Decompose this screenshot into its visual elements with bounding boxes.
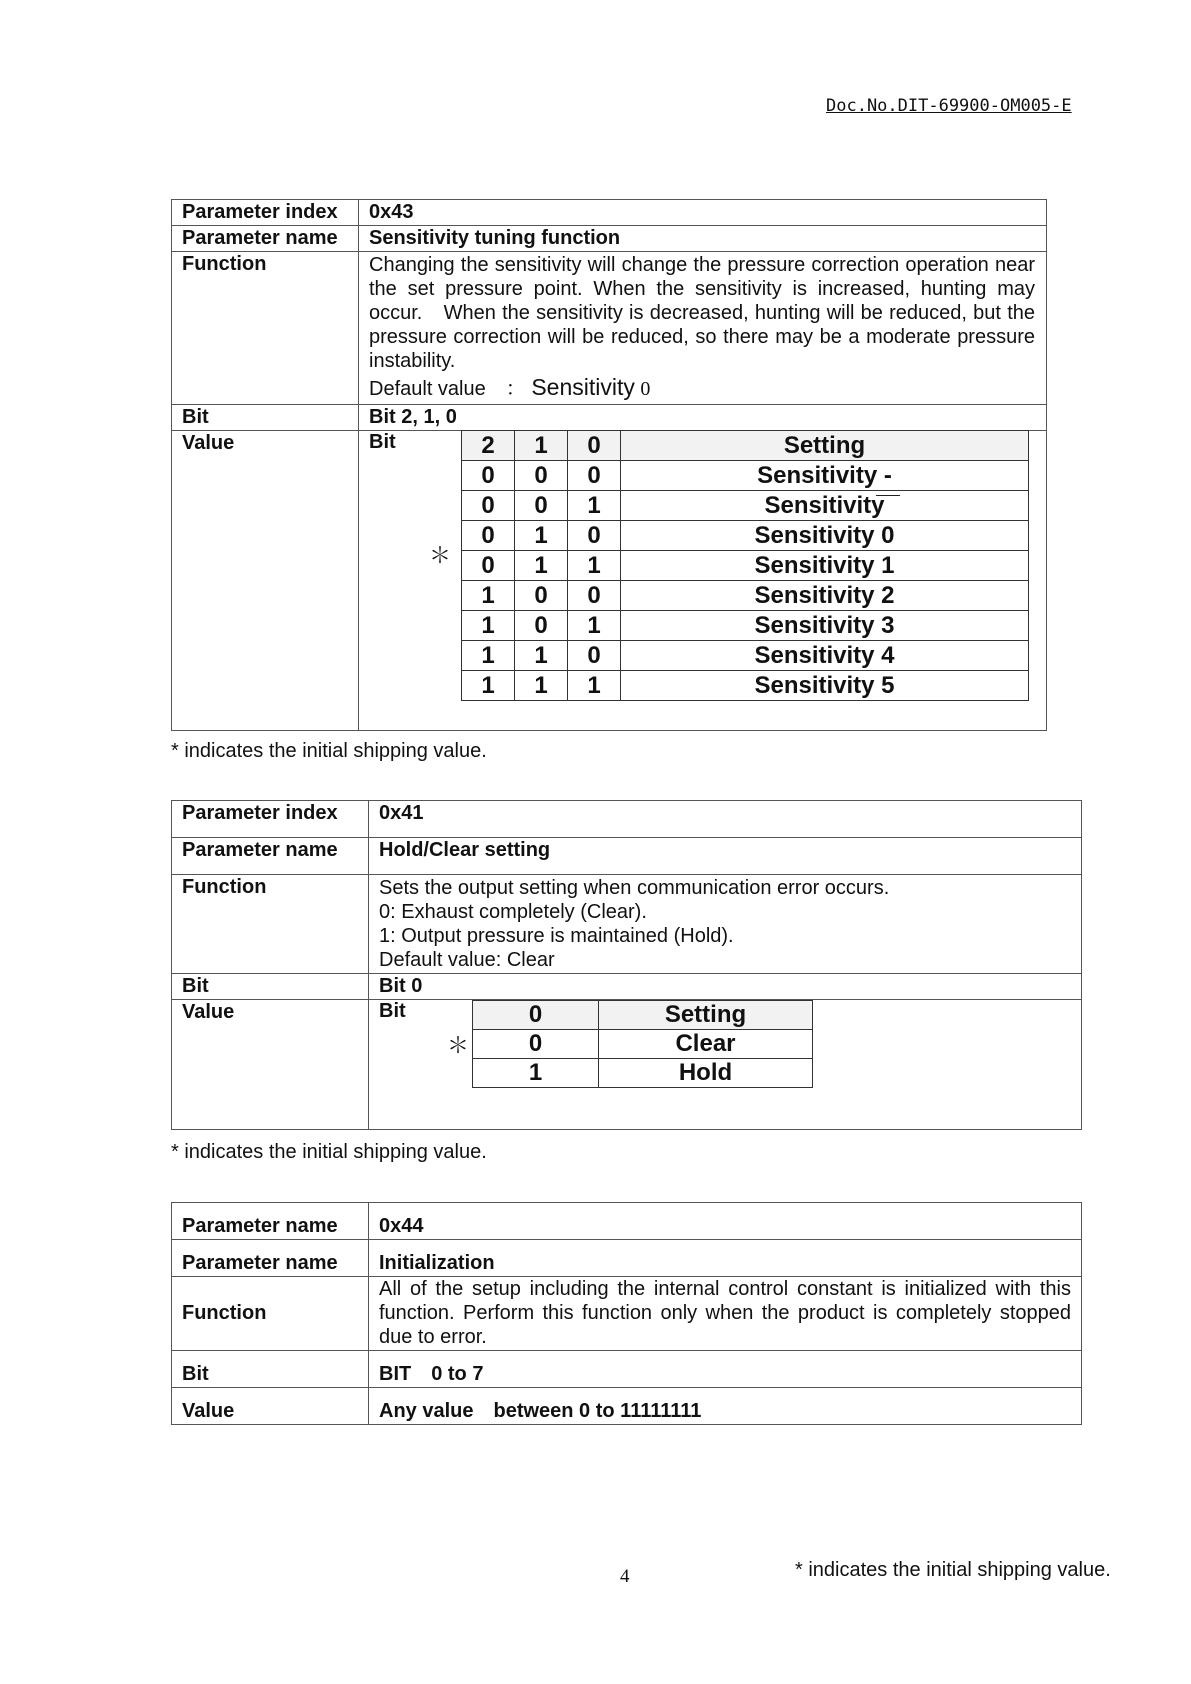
setting-row (473, 1030, 813, 1059)
footer-note: * indicates the initial shipping value. (795, 1559, 1111, 1581)
bit-cell: 1 (568, 611, 621, 641)
initial-value-marker: ＊ (447, 1033, 470, 1058)
parameter-index-label: Parameter index (172, 200, 359, 226)
setting-cell: Sensitivity 2 (621, 581, 1029, 611)
parameter-index-value: 0x41 (369, 801, 1082, 838)
bit-cell: 1 (568, 491, 621, 521)
setting-cell: Setting (599, 1001, 813, 1030)
minus-overbar (876, 495, 900, 496)
sensitivity-setting-table (461, 430, 1029, 701)
sensitivity-row (462, 521, 1029, 551)
bit-cell: 1 (462, 581, 515, 611)
parameter-index-label: Parameter name (172, 1203, 369, 1240)
function-line: 0: Exhaust completely (Clear). (379, 901, 647, 923)
setting-row (473, 1059, 813, 1088)
default-value-number: 0 (640, 378, 651, 400)
bit-cell: 0 (462, 461, 515, 491)
parameter-name-label: Parameter name (172, 838, 369, 875)
bit-cell: 1 (515, 551, 568, 581)
initial-value-marker: ＊ (429, 543, 452, 568)
parameter-table-0x41 (171, 800, 1082, 1130)
setting-cell: Sensitivity (621, 491, 1029, 521)
bit-cell: 1 (515, 641, 568, 671)
parameter-name-value: Sensitivity tuning function (359, 226, 1047, 252)
bit-cell: 1 (568, 551, 621, 581)
bit-cell: 0 (462, 551, 515, 581)
setting-cell: Sensitivity 1 (621, 551, 1029, 581)
parameter-index-label: Parameter index (172, 801, 369, 838)
parameter-index-value: 0x43 (359, 200, 1047, 226)
header-row (473, 1001, 813, 1030)
value-bit-label: Bit (379, 1000, 406, 1022)
bit-cell: 0 (462, 491, 515, 521)
parameter-table-0x43 (171, 199, 1047, 731)
parameter-index-value: 0x44 (369, 1203, 1082, 1240)
bit-label: Bit (172, 974, 369, 1000)
default-value: Sensitivity (531, 374, 635, 400)
value-label: Value (172, 1388, 369, 1425)
bit-cell: 1 (473, 1059, 599, 1088)
header-row (462, 431, 1029, 461)
bit-cell: 0 (515, 461, 568, 491)
bit-value: Bit 2, 1, 0 (359, 405, 1047, 431)
setting-cell: Sensitivity - (621, 461, 1029, 491)
sensitivity-row (462, 551, 1029, 581)
bit-cell: 0 (568, 641, 621, 671)
bit-cell: 0 (568, 461, 621, 491)
function-line: Sets the output setting when communication error occurs. (379, 877, 890, 899)
bit-cell: 1 (462, 671, 515, 701)
bit-value: BIT 0 to 7 (369, 1351, 1082, 1388)
sensitivity-row (462, 671, 1029, 701)
parameter-name-value: Initialization (369, 1240, 1082, 1277)
value-value: Any value between 0 to 11111111 (369, 1388, 1082, 1425)
parameter-name-label: Parameter name (172, 1240, 369, 1277)
value-label: Value (172, 1000, 369, 1130)
bit-cell: 1 (515, 671, 568, 701)
parameter-table-0x44 (171, 1202, 1082, 1425)
bit-cell: 0 (473, 1001, 599, 1030)
bit-cell: 0 (515, 491, 568, 521)
sensitivity-row (462, 641, 1029, 671)
setting-cell: Hold (599, 1059, 813, 1088)
setting-cell: Sensitivity 4 (621, 641, 1029, 671)
bit-cell: 1 (515, 521, 568, 551)
value-label: Value (172, 431, 359, 731)
setting-cell: Sensitivity 3 (621, 611, 1029, 641)
function-label: Function (172, 875, 369, 974)
function-description: Changing the sensitivity will change the pressure correction operation near the set pressure point. When the sensitivity is increased, hunting may occur. When the sensitivity is decreased, hunting will be reduced, but the pressure correction will be reduced, so there may be a moderate pressure instability. (369, 254, 1035, 372)
initial-value-note-2: * indicates the initial shipping value. (171, 1141, 487, 1163)
sensitivity-row (462, 611, 1029, 641)
bit-value: Bit 0 (369, 974, 1082, 1000)
bit-label: Bit (172, 405, 359, 431)
default-value-label: Default value ： (369, 378, 526, 400)
page-number: 4 (620, 1566, 630, 1587)
function-line: 1: Output pressure is maintained (Hold). (379, 925, 734, 947)
setting-cell: Sensitivity 0 (621, 521, 1029, 551)
sensitivity-row (462, 581, 1029, 611)
bit-cell: 0 (568, 581, 621, 611)
initial-value-note-1: * indicates the initial shipping value. (171, 740, 487, 762)
setting-cell: Setting (621, 431, 1029, 461)
bit-cell: 0 (515, 611, 568, 641)
function-description: All of the setup including the internal control constant is initialized with this function. Perform this function only when the product is completely stopped due to error. (369, 1277, 1082, 1351)
value-bit-label: Bit (369, 431, 396, 453)
function-line: Default value: Clear (379, 949, 555, 971)
bit-cell: 0 (515, 581, 568, 611)
sensitivity-row (462, 491, 1029, 521)
bit-cell: 0 (568, 521, 621, 551)
function-label: Function (172, 252, 359, 405)
hold-clear-setting-table (472, 1000, 813, 1088)
setting-cell: Clear (599, 1030, 813, 1059)
parameter-name-label: Parameter name (172, 226, 359, 252)
document-number: Doc.No.DIT-69900-OM005-E (826, 96, 1072, 116)
bit-cell: 1 (462, 611, 515, 641)
bit-cell: 2 (462, 431, 515, 461)
setting-cell: Sensitivity 5 (621, 671, 1029, 701)
sensitivity-row (462, 461, 1029, 491)
parameter-name-value: Hold/Clear setting (369, 838, 1082, 875)
bit-label: Bit (172, 1351, 369, 1388)
bit-cell: 1 (568, 671, 621, 701)
default-value-line (369, 373, 1035, 403)
bit-cell: 0 (473, 1030, 599, 1059)
bit-cell: 1 (515, 431, 568, 461)
bit-cell: 0 (462, 521, 515, 551)
function-label: Function (172, 1277, 369, 1351)
bit-cell: 0 (568, 431, 621, 461)
bit-cell: 1 (462, 641, 515, 671)
